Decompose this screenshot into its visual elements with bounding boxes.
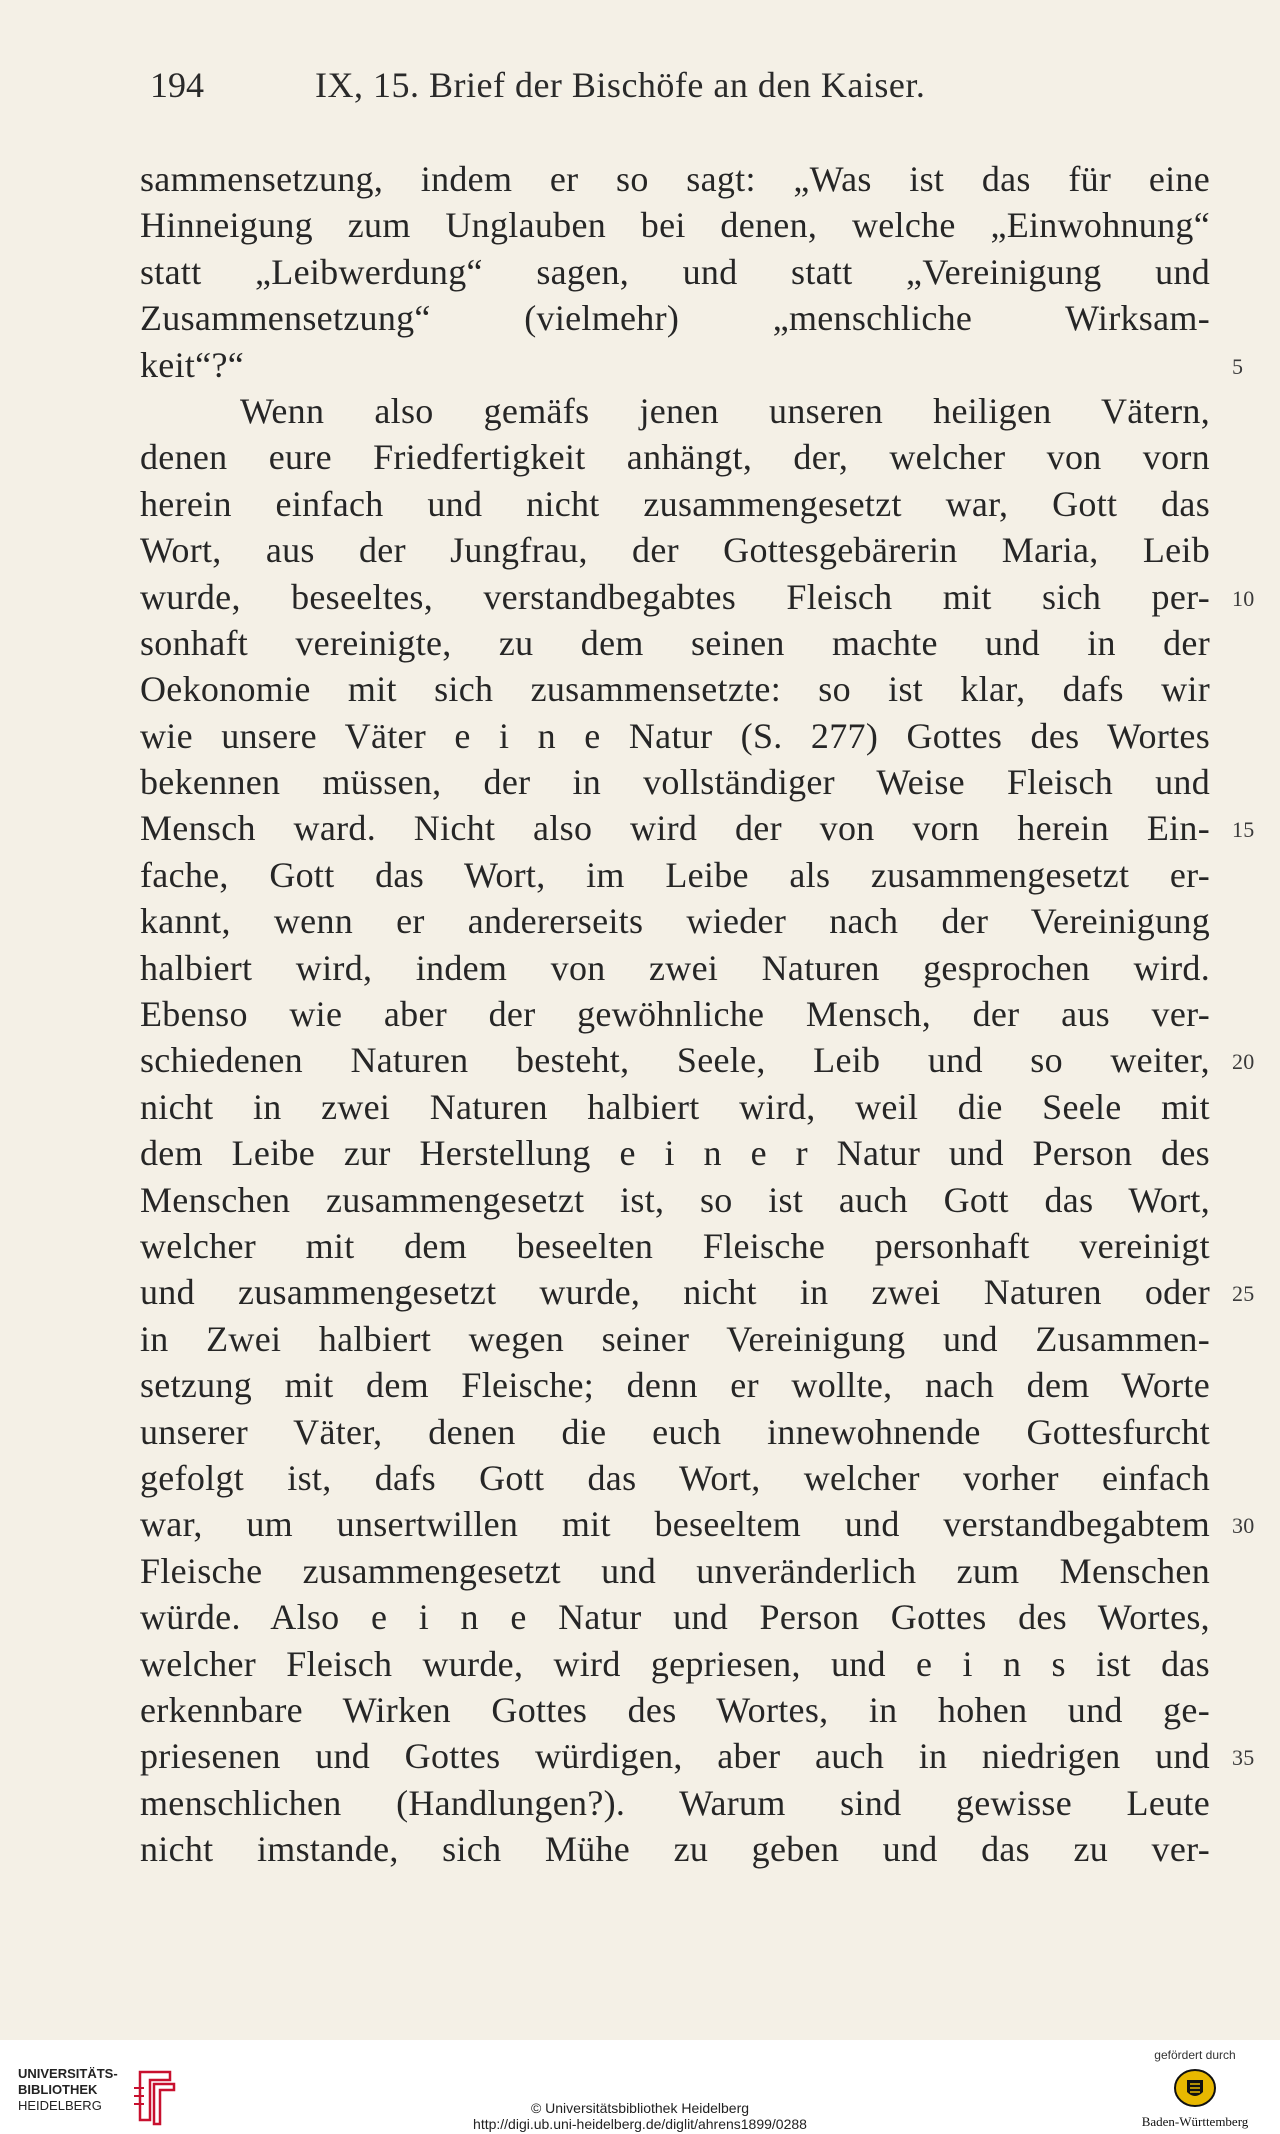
text-line <box>140 713 1210 759</box>
text-line-content: herein einfach und nicht zusammengesetzt war, Gott das <box>140 483 1210 524</box>
text-line-content: Mensch ward. Nicht also wird der von vorn herein Ein- <box>140 808 1210 849</box>
library-name-line: UNIVERSITÄTS- <box>18 2066 118 2081</box>
text-line-content: sammensetzung, indem er so sagt: „Was ist das für eine <box>140 159 1210 199</box>
text-line <box>140 620 1210 666</box>
text-line-content: war, um unsertwillen mit beseeltem und verstandbegabtem <box>140 1504 1210 1545</box>
text-line <box>140 945 1210 991</box>
text-line <box>140 1037 1255 1083</box>
text-line-content: sonhaft vereinigte, zu dem seinen machte und in der <box>140 622 1210 663</box>
text-line-content: Oekonomie mit sich zusammensetzte: so ist klar, dafs wir <box>140 669 1210 710</box>
text-line <box>140 666 1210 712</box>
text-line <box>140 1362 1210 1408</box>
text-line-content: welcher Fleisch wurde, wird gepriesen, und e i n s ist das <box>140 1643 1210 1684</box>
text-line-content: dem Leibe zur Herstellung e i n e r Natur und Person des <box>140 1133 1210 1174</box>
text-line-content: welcher mit dem beseelten Fleische personhaft vereinigt <box>140 1225 1210 1266</box>
text-line <box>140 1269 1255 1315</box>
text-line <box>140 1594 1210 1640</box>
text-line <box>140 295 1210 341</box>
text-line <box>140 434 1210 480</box>
text-line <box>140 759 1210 805</box>
text-line-content: würde. Also e i n e Natur und Person Gottes des Wortes, <box>140 1597 1210 1638</box>
page-number: 194 <box>150 65 204 105</box>
copyright-text: © Universitätsbibliothek Heidelberg <box>530 2100 750 2116</box>
text-line-content: schiedenen Naturen besteht, Seele, Leib und so weiter, <box>140 1040 1210 1081</box>
coat-of-arms-icon <box>1173 2068 1217 2108</box>
text-line-content: setzung mit dem Fleische; denn er wollte, nach dem Worte <box>140 1365 1210 1406</box>
text-line-content: statt „Leibwerdung“ sagen, und statt „Vereinigung und <box>140 251 1210 292</box>
text-line-content: kannt, wenn er andererseits wieder nach der Vereinigung <box>140 901 1210 942</box>
text-line <box>140 1733 1255 1779</box>
text-line <box>140 1223 1210 1269</box>
text-line <box>140 527 1210 573</box>
line-number: 10 <box>1232 585 1255 611</box>
permalink[interactable]: http://digi.ub.uni-heidelberg.de/diglit/ahrens1899/0288 <box>473 2116 807 2132</box>
text-line-content: erkennbare Wirken Gottes des Wortes, in hohen und ge- <box>140 1689 1210 1730</box>
text-line <box>140 1409 1210 1455</box>
text-line-content: in Zwei halbiert wegen seiner Vereinigung und Zusammen- <box>140 1318 1210 1359</box>
line-number: 35 <box>1232 1745 1255 1771</box>
text-line <box>140 1455 1210 1501</box>
text-line-content: gefolgt ist, dafs Gott das Wort, welcher vorher einfach <box>140 1457 1210 1498</box>
text-line <box>140 1130 1210 1176</box>
text-line-content: Wort, aus der Jungfrau, der Gottesgebärerin Maria, Leib <box>140 530 1210 571</box>
text-line-content: Menschen zusammengesetzt ist, so ist auch Gott das Wort, <box>140 1179 1210 1220</box>
text-line-content: Ebenso wie aber der gewöhnliche Mensch, der aus ver- <box>140 994 1210 1035</box>
text-line <box>140 1780 1210 1826</box>
text-line-content: fache, Gott das Wort, im Leibe als zusammengesetzt er- <box>140 854 1210 895</box>
body-text <box>140 156 1255 1872</box>
text-line <box>140 1177 1210 1223</box>
text-line <box>140 574 1255 620</box>
funder-name: Baden-Württemberg <box>1141 2114 1249 2129</box>
text-line-content: und zusammengesetzt wurde, nicht in zwei Naturen oder <box>140 1272 1210 1313</box>
text-line <box>140 1548 1210 1594</box>
text-line-content: priesenen und Gottes würdigen, aber auch in niedrigen und <box>140 1736 1210 1777</box>
text-line-content: wurde, beseeltes, verstandbegabtes Fleisch mit sich per- <box>140 576 1210 617</box>
funder-block <box>1120 2040 1270 2134</box>
text-line <box>140 481 1210 527</box>
line-number: 25 <box>1232 1281 1255 1307</box>
text-line-content: nicht in zwei Naturen halbiert wird, weil die Seele mit <box>140 1086 1210 1127</box>
text-line <box>140 1084 1210 1130</box>
text-line <box>140 156 1210 202</box>
line-number: 30 <box>1232 1513 1255 1539</box>
text-line <box>140 342 1244 388</box>
text-line-content: Zusammensetzung“ (vielmehr) „menschliche Wirksam- <box>140 298 1210 339</box>
text-line <box>140 1826 1210 1872</box>
line-number: 5 <box>1232 353 1244 379</box>
library-name-line: HEIDELBERG <box>18 2098 102 2113</box>
text-line-content: wie unsere Väter e i n e Natur (S. 277) Gottes des Wortes <box>140 715 1210 756</box>
funded-by-label: gefördert durch <box>1154 2048 1236 2062</box>
text-line-content: Hinneigung zum Unglauben bei denen, welche „Einwohnung“ <box>140 205 1210 246</box>
text-line-content: nicht imstande, sich Mühe zu geben und das zu ver- <box>140 1829 1210 1870</box>
text-line-content: Wenn also gemäfs jenen unseren heiligen Vätern, <box>240 390 1210 431</box>
footer-bar <box>0 2040 1280 2134</box>
text-line <box>140 388 1210 434</box>
text-line-content: keit“?“ <box>140 344 245 385</box>
text-line-content: bekennen müssen, der in vollständiger Weise Fleisch und <box>140 762 1210 803</box>
library-name-line: BIBLIOTHEK <box>18 2082 98 2097</box>
text-line-content: menschlichen (Handlungen?). Warum sind gewisse Leute <box>140 1782 1210 1823</box>
text-line <box>140 991 1210 1037</box>
text-line-content: denen eure Friedfertigkeit anhängt, der, welcher von vorn <box>140 437 1210 478</box>
text-line <box>140 1641 1210 1687</box>
text-line <box>140 852 1210 898</box>
line-number: 20 <box>1232 1049 1255 1075</box>
text-line-content: Fleische zusammengesetzt und unveränderlich zum Menschen <box>140 1550 1210 1591</box>
text-line <box>140 898 1210 944</box>
text-line <box>140 1501 1255 1547</box>
page-header <box>150 64 1210 114</box>
text-line-content: unserer Väter, denen die euch innewohnende Gottesfurcht <box>140 1411 1210 1452</box>
copyright-notice <box>0 2100 1280 2132</box>
running-title: IX, 15. Brief der Bischöfe an den Kaiser. <box>315 65 926 105</box>
line-number: 15 <box>1232 817 1255 843</box>
text-line <box>140 1687 1210 1733</box>
text-line <box>140 1316 1210 1362</box>
text-line <box>140 249 1210 295</box>
text-line-content: halbiert wird, indem von zwei Naturen gesprochen wird. <box>140 947 1210 988</box>
text-line <box>140 805 1255 851</box>
text-line <box>140 202 1210 248</box>
